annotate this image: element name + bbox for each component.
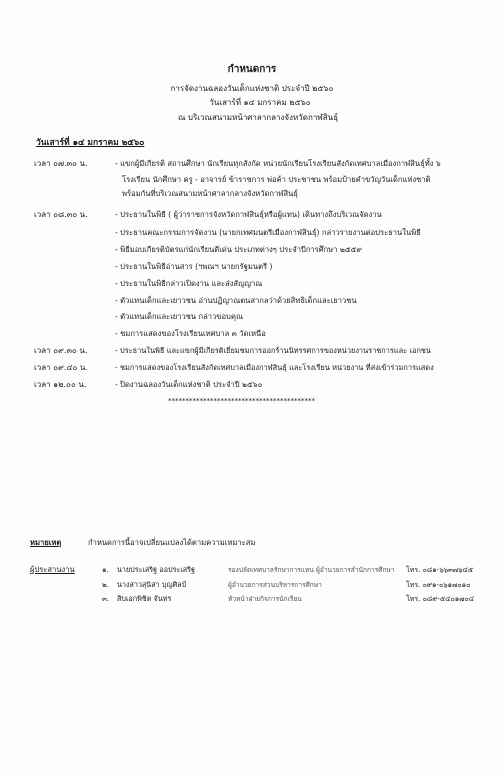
event-subtitle: การจัดงานฉลองวันเด็กแห่งชาติ ประจำปี ๒๕๖๐: [170, 84, 334, 93]
schedule-item: - ประธานในพิธีอ่านสาร (ฯพณฯ นายกรัฐมนตรี ): [115, 262, 273, 271]
schedule-item: - พิธีมอบเกียรติบัตรแก่นักเรียนดีเด่น ประเภทต่างๆ ประจำปีการศึกษา ๒๕๕๙: [115, 245, 362, 254]
schedule-item: - ประธานในพิธีกล่าวเปิดงาน และส่งสัญญาณ: [115, 279, 263, 288]
schedule-item: - ประธานคณะกรรมการจัดงาน (นายกเทศมนตรีเมืองกาฬสินธุ์) กล่าวรายงานต่อประธานในพิธี: [115, 228, 421, 237]
schedule-item: - ชมการแสดงของโรงเรียนสังกัดเทศบาลเมืองกาฬสินธุ์ และโรงเรียน หน่วยงาน ที่ส่งเข้าร่วมการแสดง: [115, 363, 434, 372]
separator-stars: ******************************************: [168, 397, 315, 405]
day-heading: วันเสาร์ที่ ๑๔ มกราคม ๒๕๖๐: [36, 138, 145, 148]
note-label: หมายเหตุ: [30, 538, 62, 547]
schedule-item: - ปิดงานฉลองวันเด็กแห่งชาติ ประจำปี ๒๕๖๐: [115, 380, 263, 389]
schedule-time: เวลา ๐๙.๓๐ น.: [34, 346, 88, 355]
coordinator-role: ผู้อำนวยการส่วนบริหารการศึกษา: [228, 581, 322, 589]
schedule-item: - ประธานในพิธี ( ผู้ว่าราชการจังหวัดกาฬสินธุ์หรือผู้แทน) เดินทางถึงบริเวณจัดงาน: [115, 210, 382, 219]
schedule-item: - ตัวแทนเด็กและเยาวชน กล่าวขอบคุณ: [115, 312, 243, 321]
schedule-item: - ชมการแสดงของโรงเรียนเทศบาล ๓ วัดเหนือ: [115, 329, 266, 338]
coordinator-phone: โทร. ๐๘๙-๕๔๐๑๗๐๔: [406, 595, 475, 603]
coordinator-number: ๑.: [102, 565, 109, 574]
event-venue: ณ บริเวณสนามหน้าศาลากลางจังหวัดกาฬสินธุ์: [177, 113, 339, 122]
coordinator-phone: โทร. ๐๘๑-๖๖๓๗๖๔๕: [406, 566, 474, 574]
schedule-item: - แขกผู้มีเกียรติ สถานศึกษา นักเรียนทุกสังกัด หน่วยนักเรียนโรงเรียนสังกัดเทศบาลเมืองกาฬสินธุ์ทั้ง ๖: [115, 159, 441, 168]
coordinator-number: ๓.: [102, 594, 110, 603]
event-date: วันเสาร์ที่ ๑๔ มกราคม ๒๕๖๐: [209, 98, 311, 107]
schedule-item: - ประธานในพิธี และแขกผู้มีเกียรติเยี่ยมชมการออกร้านนิทรรศการของหน่วยงานราชการและ เอกชน: [115, 346, 431, 355]
coordinator-phone: โทร. ๐๙๑-๐๖๑๗๐๑๐: [406, 581, 471, 589]
schedule-item: - ตัวแทนเด็กและเยาวชน อ่านปฏิญาณตนสากลว่าด้วยสิทธิเด็กและเยาวชน: [115, 296, 357, 305]
schedule-item: โรงเรียน นักศึกษา ครู - อาจารย์ ข้าราชการ พ่อค้า ประชาชน พร้อมป้ายคำขวัญวันเด็กแห่งชาติ: [122, 175, 431, 184]
note-text: กำหนดการนี้อาจเปลี่ยนแปลงได้ตามความเหมาะสม: [88, 538, 256, 547]
document-title: กำหนดการ: [227, 64, 277, 75]
schedule-time: เวลา ๐๙.๔๐ น.: [34, 363, 88, 372]
schedule-time: เวลา ๐๗.๓๐ น.: [34, 159, 88, 168]
coordinators-label: ผู้ประสานงาน: [30, 565, 75, 574]
schedule-time: เวลา ๑๒.๐๐ น.: [34, 380, 87, 389]
coordinator-role: หัวหน้าฝ่ายกิจการนักเรียน: [228, 595, 302, 603]
coordinator-number: ๒.: [102, 580, 110, 589]
schedule-time: เวลา ๐๘.๓๐ น.: [34, 210, 88, 219]
coordinator-name: นางสาวสุนิสา บุญศิลป์: [117, 580, 187, 589]
coordinator-role: รองปลัดเทศบาลรักษาการแทน ผู้อำนวยการสำนักการศึกษา: [228, 566, 395, 574]
coordinator-name: นายประเสริฐ ออประเสริฐ: [117, 565, 195, 574]
schedule-item: พร้อมกันที่บริเวณสนามหน้าศาลากลางจังหวัดกาฬสินธุ์: [122, 189, 298, 198]
coordinator-name: สิบเอกพิชิต จันทร: [117, 594, 172, 603]
